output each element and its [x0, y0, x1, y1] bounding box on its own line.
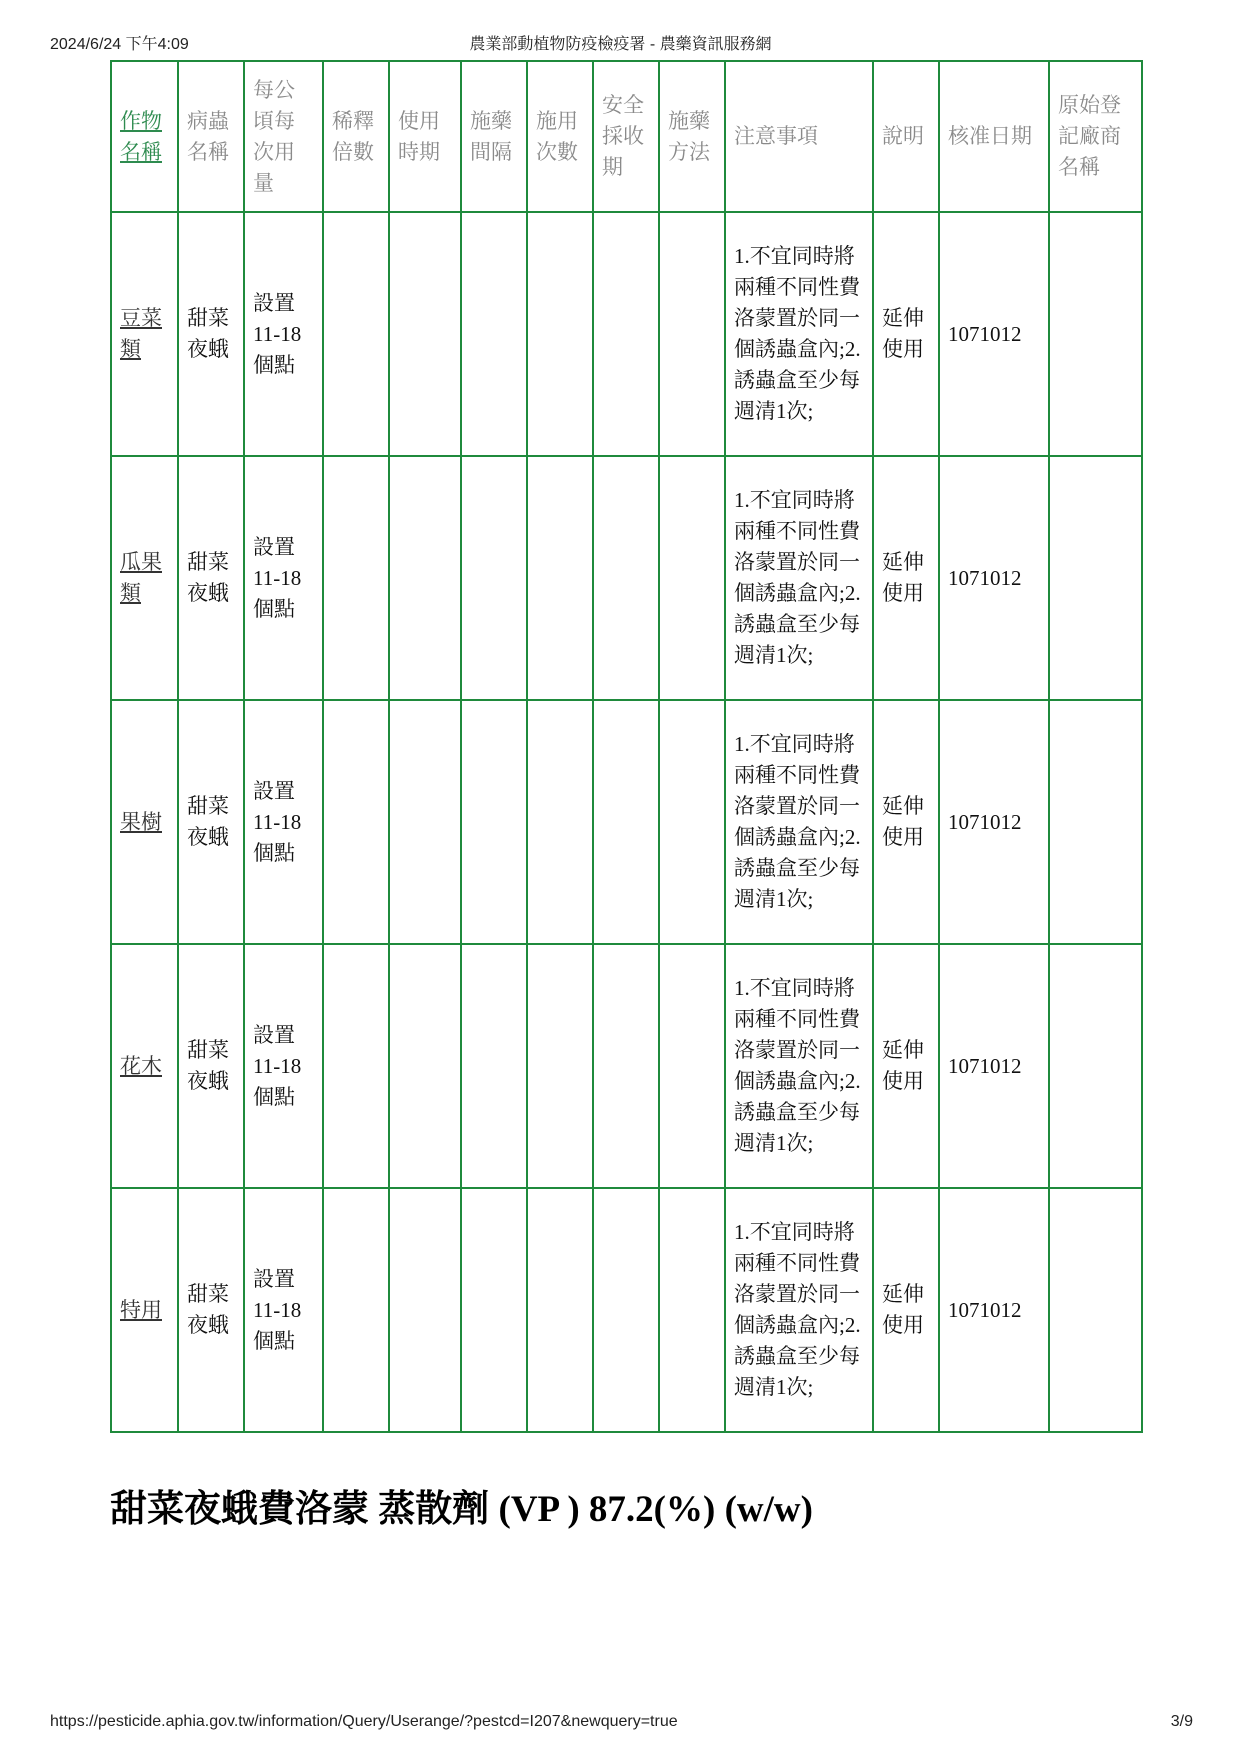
col-crop-name[interactable]: 作物名稱 — [111, 61, 178, 212]
table-row — [111, 1188, 1142, 1432]
safe-harvest — [593, 456, 659, 700]
timing — [389, 456, 461, 700]
table-row — [111, 944, 1142, 1188]
interval — [461, 212, 527, 456]
times — [527, 944, 593, 1188]
notes: 1.不宜同時將兩種不同性費洛蒙置於同一個誘蟲盒內;2.誘蟲盒至少每週清1次; — [725, 944, 873, 1188]
notes: 1.不宜同時將兩種不同性費洛蒙置於同一個誘蟲盒內;2.誘蟲盒至少每週清1次; — [725, 456, 873, 700]
times — [527, 212, 593, 456]
timing — [389, 212, 461, 456]
times — [527, 1188, 593, 1432]
product-title: 甜菜夜蛾費洛蒙 蒸散劑 (VP ) 87.2(%) (w/w) — [110, 1489, 813, 1530]
dilution — [323, 944, 389, 1188]
remark: 延伸使用 — [873, 944, 939, 1188]
col-registrant: 原始登記廠商名稱 — [1049, 61, 1142, 212]
col-method: 施藥方法 — [659, 61, 725, 212]
notes: 1.不宜同時將兩種不同性費洛蒙置於同一個誘蟲盒內;2.誘蟲盒至少每週清1次; — [725, 212, 873, 456]
col-approval-date: 核准日期 — [939, 61, 1049, 212]
remark: 延伸使用 — [873, 456, 939, 700]
method — [659, 944, 725, 1188]
dose: 設置11-18個點 — [244, 456, 323, 700]
remark: 延伸使用 — [873, 700, 939, 944]
col-dilution: 稀釋倍數 — [323, 61, 389, 212]
method — [659, 700, 725, 944]
print-datetime: 2024/6/24 下午4:09 — [50, 36, 189, 53]
timing — [389, 1188, 461, 1432]
notes: 1.不宜同時將兩種不同性費洛蒙置於同一個誘蟲盒內;2.誘蟲盒至少每週清1次; — [725, 1188, 873, 1432]
approval-date: 1071012 — [939, 456, 1049, 700]
remark: 延伸使用 — [873, 212, 939, 456]
safe-harvest — [593, 700, 659, 944]
page-number: 3/9 — [1170, 1713, 1193, 1730]
table-row — [111, 456, 1142, 700]
col-safe-harvest: 安全採收期 — [593, 61, 659, 212]
dilution — [323, 456, 389, 700]
col-interval: 施藥間隔 — [461, 61, 527, 212]
col-remark: 說明 — [873, 61, 939, 212]
pest-name: 甜菜夜蛾 — [178, 212, 244, 456]
crop-link[interactable]: 特用 — [120, 1297, 162, 1322]
registrant — [1049, 456, 1142, 700]
interval — [461, 456, 527, 700]
crop-link[interactable]: 果樹 — [120, 809, 162, 834]
dose: 設置11-18個點 — [244, 212, 323, 456]
dilution — [323, 1188, 389, 1432]
method — [659, 212, 725, 456]
timing — [389, 944, 461, 1188]
approval-date: 1071012 — [939, 1188, 1049, 1432]
dose: 設置11-18個點 — [244, 944, 323, 1188]
col-times: 施用次數 — [527, 61, 593, 212]
usage-range-table — [110, 60, 1143, 1433]
dose: 設置11-18個點 — [244, 700, 323, 944]
interval — [461, 700, 527, 944]
dose: 設置11-18個點 — [244, 1188, 323, 1432]
approval-date: 1071012 — [939, 944, 1049, 1188]
remark: 延伸使用 — [873, 1188, 939, 1432]
pest-name: 甜菜夜蛾 — [178, 700, 244, 944]
col-pest-name: 病蟲名稱 — [178, 61, 244, 212]
dilution — [323, 700, 389, 944]
col-timing: 使用時期 — [389, 61, 461, 212]
method — [659, 1188, 725, 1432]
times — [527, 456, 593, 700]
approval-date: 1071012 — [939, 212, 1049, 456]
safe-harvest — [593, 944, 659, 1188]
dilution — [323, 212, 389, 456]
notes: 1.不宜同時將兩種不同性費洛蒙置於同一個誘蟲盒內;2.誘蟲盒至少每週清1次; — [725, 700, 873, 944]
registrant — [1049, 212, 1142, 456]
col-dose-per-hectare: 每公頃每次用量 — [244, 61, 323, 212]
table-header-row — [111, 61, 1142, 212]
registrant — [1049, 700, 1142, 944]
print-site-title: 農業部動植物防疫檢疫署 - 農藥資訊服務網 — [469, 36, 772, 53]
interval — [461, 944, 527, 1188]
print-url: https://pesticide.aphia.gov.tw/information/Query/Userange/?pestcd=I207&newquery=true — [50, 1713, 678, 1730]
table-row — [111, 700, 1142, 944]
safe-harvest — [593, 212, 659, 456]
pest-name: 甜菜夜蛾 — [178, 944, 244, 1188]
timing — [389, 700, 461, 944]
approval-date: 1071012 — [939, 700, 1049, 944]
crop-link[interactable]: 瓜果類 — [120, 550, 162, 605]
registrant — [1049, 1188, 1142, 1432]
times — [527, 700, 593, 944]
crop-link[interactable]: 豆菜類 — [120, 306, 162, 361]
interval — [461, 1188, 527, 1432]
registrant — [1049, 944, 1142, 1188]
crop-link[interactable]: 花木 — [120, 1053, 162, 1078]
safe-harvest — [593, 1188, 659, 1432]
pest-name: 甜菜夜蛾 — [178, 456, 244, 700]
pest-name: 甜菜夜蛾 — [178, 1188, 244, 1432]
table-row — [111, 212, 1142, 456]
col-notes: 注意事項 — [725, 61, 873, 212]
method — [659, 456, 725, 700]
